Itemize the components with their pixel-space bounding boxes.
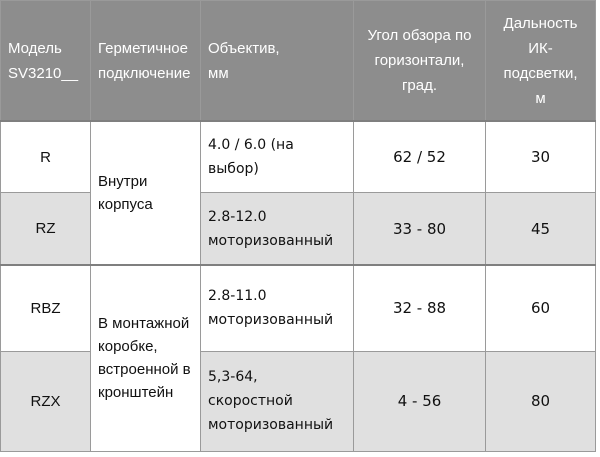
cell-angle: 33 - 80 xyxy=(354,193,486,265)
cell-angle: 4 - 56 xyxy=(354,351,486,451)
cell-lens: 5,3-64, скоростной моторизованный xyxy=(201,351,354,451)
cell-lens: 4.0 / 6.0 (на выбор) xyxy=(201,121,354,193)
header-model: Модель SV3210__ xyxy=(1,1,91,122)
header-angle: Угол обзора по горизонтали, град. xyxy=(354,1,486,122)
cell-ir-range: 45 xyxy=(486,193,596,265)
header-row xyxy=(1,1,596,122)
table-row xyxy=(1,351,596,451)
cell-angle: 32 - 88 xyxy=(354,265,486,351)
table-header xyxy=(1,1,596,122)
cell-ir-range: 80 xyxy=(486,351,596,451)
cell-connection: Внутри корпуса xyxy=(91,121,201,265)
cell-lens: 2.8-12.0 моторизованный xyxy=(201,193,354,265)
cell-model: RZX xyxy=(1,351,91,451)
table-body xyxy=(1,121,596,452)
table-row xyxy=(1,193,596,265)
header-lens: Объектив, мм xyxy=(201,1,354,122)
table-row xyxy=(1,265,596,351)
cell-lens: 2.8-11.0 моторизованный xyxy=(201,265,354,351)
header-ir-range: Дальность ИК-подсветки, м xyxy=(486,1,596,122)
cell-angle: 62 / 52 xyxy=(354,121,486,193)
cell-connection: В монтажной коробке, встроенной в кронштейн xyxy=(91,265,201,452)
cell-model: RBZ xyxy=(1,265,91,351)
cell-model: RZ xyxy=(1,193,91,265)
cell-ir-range: 30 xyxy=(486,121,596,193)
cell-model: R xyxy=(1,121,91,193)
cell-ir-range: 60 xyxy=(486,265,596,351)
header-connection: Герметичное подключение xyxy=(91,1,201,122)
table-row xyxy=(1,121,596,193)
